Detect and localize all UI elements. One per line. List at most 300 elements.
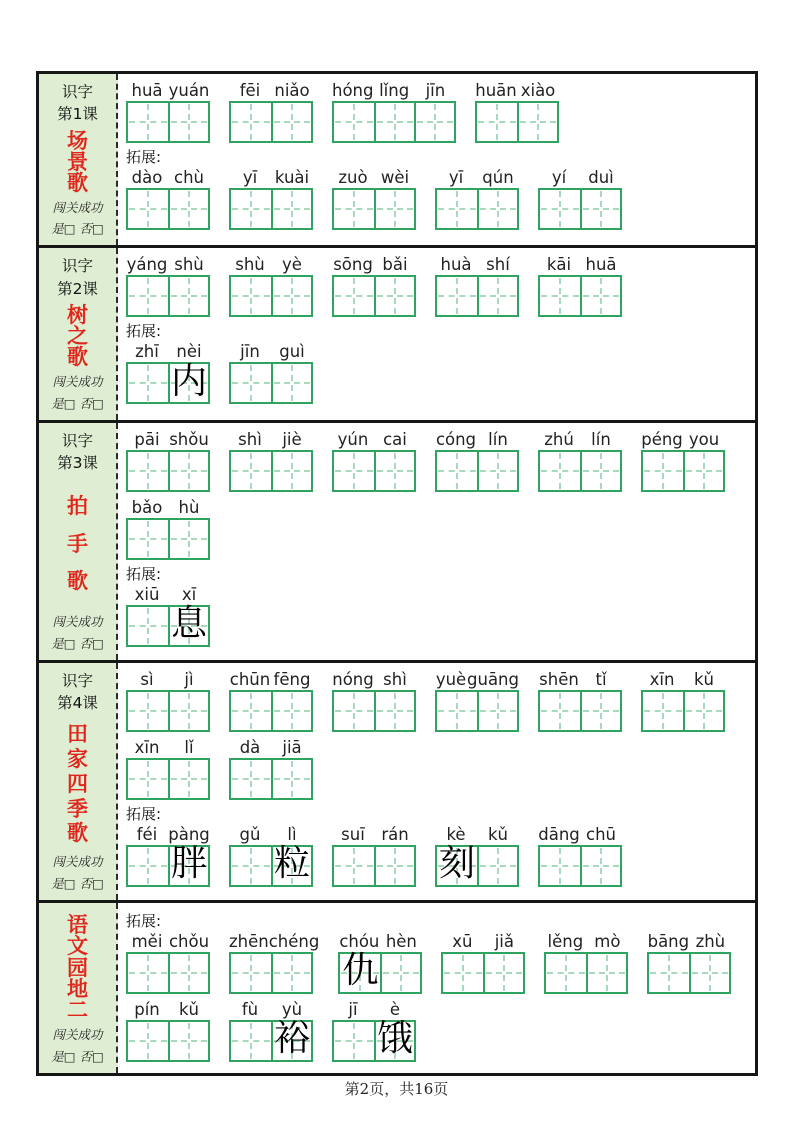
writing-grid bbox=[332, 845, 416, 887]
word-row bbox=[126, 167, 751, 230]
pinyin-syllable: jì bbox=[184, 669, 194, 689]
pinyin-syllable: shí bbox=[486, 255, 510, 275]
grid-cell bbox=[586, 954, 626, 992]
lesson-label bbox=[57, 81, 98, 126]
writing-grid bbox=[647, 952, 731, 994]
section-sidebar bbox=[39, 248, 118, 419]
section-sidebar bbox=[39, 74, 118, 245]
writing-grid bbox=[641, 690, 725, 732]
writing-grid bbox=[126, 605, 210, 647]
grid-cell bbox=[128, 364, 168, 402]
handwritten-char: 仇 bbox=[342, 950, 379, 992]
word-group bbox=[647, 931, 731, 994]
pinyin-syllable: yún bbox=[337, 429, 369, 449]
writing-grid bbox=[126, 362, 210, 404]
pinyin-syllable: nóng bbox=[332, 669, 374, 689]
word-group bbox=[332, 824, 416, 887]
pinyin-row bbox=[126, 585, 210, 605]
pinyin-syllable: dào bbox=[131, 168, 163, 187]
pinyin-row bbox=[126, 825, 210, 845]
grid-cell bbox=[380, 954, 420, 992]
grid-cell bbox=[231, 277, 271, 315]
handwritten-char: 内 bbox=[170, 360, 207, 402]
pinyin-syllable: hù bbox=[178, 497, 200, 517]
writing-grid bbox=[641, 450, 725, 492]
pass-area bbox=[51, 1024, 104, 1067]
grid-cell bbox=[168, 1022, 208, 1060]
pinyin-row bbox=[126, 1000, 210, 1020]
section-lesson1 bbox=[39, 74, 755, 245]
word-group bbox=[332, 80, 456, 143]
writing-grid bbox=[126, 450, 210, 492]
grid-cell bbox=[477, 847, 517, 885]
grid-cell bbox=[128, 103, 168, 141]
pinyin-syllable: lǐ bbox=[184, 737, 194, 757]
grid-cell bbox=[437, 692, 477, 730]
pass-success-label: 闯关成功 bbox=[52, 1027, 103, 1043]
writing-grid bbox=[332, 188, 416, 230]
lesson-title-char: 田 bbox=[67, 720, 88, 746]
grid-cell bbox=[128, 954, 168, 992]
pinyin-syllable: pāi bbox=[134, 429, 160, 449]
grid-cell bbox=[374, 692, 414, 730]
lesson-title-char: 家 bbox=[67, 745, 88, 771]
lesson-title-char: 之 bbox=[67, 323, 88, 349]
pinyin-syllable: yí bbox=[551, 168, 567, 187]
grid-cell bbox=[128, 452, 168, 490]
yes-no-checkboxes: 是□ 否□ bbox=[51, 875, 104, 891]
grid-cell bbox=[374, 847, 414, 885]
grid-cell bbox=[517, 103, 557, 141]
grid-cell bbox=[437, 277, 477, 315]
pinyin-syllable: yù bbox=[281, 999, 303, 1019]
pinyin-syllable: shù bbox=[174, 255, 204, 275]
pinyin-row bbox=[544, 932, 628, 952]
writing-grid bbox=[126, 1020, 210, 1062]
pinyin-syllable: chóu bbox=[339, 931, 380, 951]
pass-area bbox=[51, 371, 104, 414]
pinyin-row bbox=[435, 825, 519, 845]
lesson-title-char: 文 bbox=[67, 933, 88, 959]
pinyin-syllable: huān bbox=[475, 81, 517, 100]
word-group bbox=[126, 931, 210, 994]
grid-cell bbox=[540, 277, 580, 315]
grid-cell bbox=[271, 452, 311, 490]
section-lesson2 bbox=[39, 245, 755, 419]
word-group bbox=[435, 429, 519, 492]
pinyin-syllable: zhī bbox=[135, 342, 159, 362]
lesson-title-char: 歌 bbox=[67, 169, 88, 195]
lesson-label bbox=[57, 430, 98, 475]
writing-grid bbox=[441, 952, 525, 994]
section-content bbox=[118, 423, 755, 660]
pinyin-row bbox=[538, 255, 622, 275]
pinyin-syllable: guì bbox=[279, 342, 305, 362]
handwritten-char: 裕 bbox=[273, 1018, 310, 1060]
pinyin-row bbox=[126, 81, 210, 101]
pinyin-syllable: dà bbox=[239, 737, 261, 757]
pinyin-syllable: nèi bbox=[176, 342, 202, 362]
pinyin-syllable: kǔ bbox=[693, 669, 714, 689]
grid-cell bbox=[443, 954, 483, 992]
handwritten-char: 粒 bbox=[273, 843, 310, 885]
grid-cell bbox=[271, 1018, 311, 1060]
grid-cell bbox=[540, 692, 580, 730]
pinyin-row bbox=[435, 168, 519, 188]
word-group bbox=[538, 167, 622, 230]
writing-grid bbox=[126, 952, 210, 994]
grid-cell bbox=[689, 954, 729, 992]
word-row bbox=[126, 254, 751, 317]
yes-no-checkboxes: 是□ 否□ bbox=[51, 221, 104, 237]
pinyin-syllable: chǒu bbox=[168, 931, 210, 951]
lesson-label-line: 第3课 bbox=[57, 454, 98, 473]
lesson-title-char: 拍 bbox=[67, 493, 88, 519]
section-content bbox=[118, 248, 755, 419]
writing-grid bbox=[538, 845, 622, 887]
pinyin-syllable: xiū bbox=[134, 584, 160, 604]
handwritten-char: 息 bbox=[170, 603, 207, 645]
word-group bbox=[332, 669, 416, 732]
word-group bbox=[126, 584, 210, 647]
grid-cell bbox=[683, 692, 723, 730]
pinyin-row bbox=[332, 81, 456, 101]
lesson-label bbox=[57, 255, 98, 300]
lesson-title-char: 季 bbox=[67, 795, 88, 821]
word-group bbox=[126, 737, 210, 800]
pinyin-syllable: xī bbox=[181, 584, 197, 604]
word-group bbox=[538, 254, 622, 317]
grid-cell bbox=[231, 452, 271, 490]
pinyin-row bbox=[229, 670, 313, 690]
lesson-label-line: 识字 bbox=[61, 431, 93, 450]
pinyin-row bbox=[441, 932, 525, 952]
word-group bbox=[332, 999, 416, 1062]
pinyin-row bbox=[538, 430, 622, 450]
section-garden2 bbox=[39, 900, 755, 1073]
word-group bbox=[538, 824, 622, 887]
pinyin-syllable: gǔ bbox=[239, 824, 261, 844]
grid-cell bbox=[580, 847, 620, 885]
grid-cell bbox=[168, 452, 208, 490]
grid-cell bbox=[168, 843, 208, 885]
pinyin-row bbox=[435, 430, 519, 450]
lesson-title bbox=[67, 475, 88, 612]
writing-grid bbox=[126, 188, 210, 230]
pinyin-syllable: dāng bbox=[538, 824, 580, 844]
writing-grid bbox=[229, 362, 313, 404]
pinyin-syllable: kè bbox=[446, 824, 466, 844]
pinyin-syllable: zhēn bbox=[229, 931, 269, 951]
grid-cell bbox=[643, 452, 683, 490]
pinyin-row bbox=[647, 932, 731, 952]
pinyin-row bbox=[338, 932, 422, 952]
word-group bbox=[332, 167, 416, 230]
grid-cell bbox=[128, 607, 168, 645]
pinyin-syllable: shì bbox=[238, 429, 262, 449]
pinyin-syllable: cóng bbox=[435, 429, 477, 449]
pinyin-row bbox=[332, 1000, 416, 1020]
word-group bbox=[126, 341, 210, 404]
grid-cell bbox=[374, 1018, 414, 1060]
pinyin-syllable: cai bbox=[383, 429, 407, 449]
word-group bbox=[229, 737, 313, 800]
pinyin-syllable: jiā bbox=[282, 737, 302, 757]
grid-cell bbox=[168, 954, 208, 992]
pinyin-syllable: jiè bbox=[282, 429, 302, 449]
pinyin-row bbox=[126, 670, 210, 690]
pass-success-label: 闯关成功 bbox=[52, 614, 103, 630]
lesson-title-char: 场 bbox=[67, 127, 88, 153]
grid-cell bbox=[334, 692, 374, 730]
grid-cell bbox=[483, 954, 523, 992]
grid-cell bbox=[334, 452, 374, 490]
pinyin-syllable: fēi bbox=[239, 81, 261, 100]
pinyin-syllable: sì bbox=[140, 669, 154, 689]
pinyin-row bbox=[126, 738, 210, 758]
writing-grid bbox=[435, 845, 519, 887]
pinyin-syllable: suī bbox=[341, 824, 365, 844]
pinyin-row bbox=[538, 168, 622, 188]
word-group bbox=[229, 999, 313, 1062]
lesson-title bbox=[67, 300, 88, 371]
grid-cell bbox=[437, 843, 477, 885]
pass-success-label: 闯关成功 bbox=[52, 854, 103, 870]
expansion-label: 拓展: bbox=[126, 804, 162, 823]
grid-cell bbox=[128, 520, 168, 558]
pinyin-syllable: kāi bbox=[546, 255, 572, 275]
pinyin-row bbox=[475, 81, 559, 101]
grid-cell bbox=[168, 277, 208, 315]
expansion-label: 拓展: bbox=[126, 564, 162, 583]
grid-cell bbox=[231, 103, 271, 141]
pinyin-syllable: fēng bbox=[273, 669, 311, 689]
lesson-title-char: 地 bbox=[67, 975, 88, 1001]
word-group bbox=[435, 254, 519, 317]
lesson-title-char: 歌 bbox=[67, 820, 88, 846]
pinyin-row bbox=[126, 255, 210, 275]
grid-cell bbox=[128, 760, 168, 798]
lesson-title-char: 景 bbox=[67, 148, 88, 174]
grid-cell bbox=[437, 190, 477, 228]
grid-cell bbox=[580, 692, 620, 730]
pinyin-syllable: tǐ bbox=[595, 669, 607, 689]
grid-cell bbox=[580, 277, 620, 315]
pinyin-syllable: zuò bbox=[338, 168, 368, 187]
pinyin-syllable: chūn bbox=[229, 669, 271, 689]
word-group bbox=[126, 824, 210, 887]
word-group bbox=[641, 429, 725, 492]
pinyin-syllable: bǎi bbox=[382, 255, 408, 275]
pinyin-syllable: chū bbox=[586, 824, 616, 844]
section-sidebar bbox=[39, 663, 118, 900]
section-lesson3 bbox=[39, 420, 755, 660]
grid-cell bbox=[168, 692, 208, 730]
pass-success-label: 闯关成功 bbox=[52, 199, 103, 215]
pinyin-syllable: měi bbox=[131, 931, 163, 951]
grid-cell bbox=[540, 847, 580, 885]
pinyin-row bbox=[229, 81, 313, 101]
writing-grid bbox=[435, 450, 519, 492]
pinyin-row bbox=[229, 168, 313, 188]
pinyin-syllable: bāng bbox=[647, 931, 690, 951]
pinyin-syllable: lěng bbox=[547, 931, 584, 951]
writing-grid bbox=[229, 758, 313, 800]
pass-area bbox=[51, 611, 104, 654]
writing-grid bbox=[538, 450, 622, 492]
grid-cell bbox=[334, 103, 374, 141]
word-group bbox=[332, 429, 416, 492]
grid-cell bbox=[271, 954, 311, 992]
pinyin-row bbox=[435, 670, 519, 690]
pinyin-syllable: niǎo bbox=[274, 81, 310, 100]
pinyin-syllable: yáng bbox=[126, 255, 168, 275]
grid-cell bbox=[271, 364, 311, 402]
pinyin-row bbox=[126, 342, 210, 362]
yes-no-checkboxes: 是□ 否□ bbox=[51, 1048, 104, 1064]
pinyin-syllable: hèn bbox=[385, 931, 417, 951]
pinyin-syllable: yuè bbox=[435, 669, 467, 689]
yes-no-checkboxes: 是□ 否□ bbox=[51, 635, 104, 651]
pinyin-syllable: sōng bbox=[333, 255, 373, 275]
pinyin-syllable: fù bbox=[241, 999, 259, 1019]
lesson-label-line: 第2课 bbox=[57, 279, 98, 298]
lesson-title-char: 二 bbox=[67, 997, 88, 1023]
pinyin-syllable: jī bbox=[348, 999, 358, 1019]
word-row bbox=[126, 999, 751, 1062]
yes-no-checkboxes: 是□ 否□ bbox=[51, 395, 104, 411]
worksheet-table bbox=[36, 71, 758, 1076]
grid-cell bbox=[374, 277, 414, 315]
expansion-label: 拓展: bbox=[126, 911, 162, 930]
pinyin-row bbox=[126, 932, 210, 952]
pinyin-row bbox=[229, 1000, 313, 1020]
word-group bbox=[126, 80, 210, 143]
lesson-title-char: 树 bbox=[67, 302, 88, 328]
grid-cell bbox=[231, 847, 271, 885]
pinyin-row bbox=[126, 498, 210, 518]
lesson-title-char: 歌 bbox=[67, 567, 88, 593]
grid-cell bbox=[271, 103, 311, 141]
word-group bbox=[229, 669, 313, 732]
word-group bbox=[229, 254, 313, 317]
writing-grid bbox=[338, 952, 422, 994]
grid-cell bbox=[683, 452, 723, 490]
pinyin-row bbox=[641, 670, 725, 690]
pinyin-syllable: qún bbox=[482, 168, 514, 187]
grid-cell bbox=[477, 277, 517, 315]
pinyin-syllable: rán bbox=[381, 824, 409, 844]
pinyin-syllable: pín bbox=[134, 999, 160, 1019]
pinyin-syllable: wèi bbox=[380, 168, 410, 187]
section-sidebar bbox=[39, 423, 118, 660]
word-group bbox=[126, 429, 210, 492]
grid-cell bbox=[477, 103, 517, 141]
pinyin-syllable: kǔ bbox=[487, 824, 508, 844]
pinyin-syllable: huà bbox=[440, 255, 472, 275]
word-group bbox=[126, 254, 210, 317]
pass-area bbox=[51, 851, 104, 894]
pinyin-syllable: péng bbox=[641, 429, 683, 449]
pinyin-syllable: lín bbox=[591, 429, 611, 449]
writing-grid bbox=[229, 450, 313, 492]
writing-grid bbox=[229, 275, 313, 317]
pinyin-row bbox=[332, 168, 416, 188]
section-content bbox=[118, 663, 755, 900]
pinyin-syllable: jīn bbox=[425, 81, 446, 100]
writing-grid bbox=[544, 952, 628, 994]
pinyin-row bbox=[229, 932, 319, 952]
writing-grid bbox=[229, 952, 313, 994]
pinyin-syllable: guāng bbox=[467, 669, 519, 689]
word-group bbox=[229, 80, 313, 143]
pinyin-row bbox=[229, 255, 313, 275]
grid-cell bbox=[271, 692, 311, 730]
grid-cell bbox=[168, 190, 208, 228]
pinyin-syllable: you bbox=[688, 429, 720, 449]
word-group bbox=[229, 931, 319, 994]
pinyin-row bbox=[435, 255, 519, 275]
grid-cell bbox=[374, 452, 414, 490]
lesson-title-char: 四 bbox=[67, 770, 88, 796]
pinyin-row bbox=[229, 342, 313, 362]
pinyin-syllable: zhù bbox=[695, 931, 726, 951]
word-group bbox=[538, 669, 622, 732]
writing-grid bbox=[229, 845, 313, 887]
grid-cell bbox=[168, 360, 208, 402]
grid-cell bbox=[271, 843, 311, 885]
word-group bbox=[126, 497, 210, 560]
section-content bbox=[118, 74, 755, 245]
pinyin-row bbox=[332, 255, 416, 275]
word-group bbox=[441, 931, 525, 994]
pinyin-syllable: huā bbox=[131, 81, 163, 100]
writing-grid bbox=[538, 690, 622, 732]
lesson-label-line: 第4课 bbox=[57, 694, 98, 713]
grid-cell bbox=[643, 692, 683, 730]
grid-cell bbox=[271, 760, 311, 798]
grid-cell bbox=[231, 760, 271, 798]
handwritten-char: 刻 bbox=[438, 843, 475, 885]
grid-cell bbox=[334, 1022, 374, 1060]
pinyin-syllable: xū bbox=[452, 931, 473, 951]
grid-cell bbox=[168, 103, 208, 141]
grid-cell bbox=[414, 103, 454, 141]
pinyin-syllable: shēn bbox=[539, 669, 579, 689]
grid-cell bbox=[271, 190, 311, 228]
pinyin-syllable: shǒu bbox=[169, 429, 209, 449]
writing-grid bbox=[538, 188, 622, 230]
grid-cell bbox=[540, 190, 580, 228]
grid-cell bbox=[334, 277, 374, 315]
pinyin-row bbox=[229, 738, 313, 758]
lesson-label-line: 第1课 bbox=[57, 105, 98, 124]
pinyin-syllable: zhú bbox=[544, 429, 574, 449]
word-row bbox=[126, 80, 751, 143]
writing-grid bbox=[332, 450, 416, 492]
lesson-title bbox=[67, 126, 88, 197]
pass-area bbox=[51, 197, 104, 240]
word-group bbox=[475, 80, 559, 143]
writing-grid bbox=[126, 845, 210, 887]
word-group bbox=[126, 999, 210, 1062]
word-group bbox=[435, 824, 519, 887]
writing-grid bbox=[332, 690, 416, 732]
pinyin-row bbox=[332, 825, 416, 845]
lesson-title bbox=[67, 715, 88, 852]
page-number: 第2页，共16页 bbox=[344, 1080, 449, 1098]
grid-cell bbox=[477, 190, 517, 228]
